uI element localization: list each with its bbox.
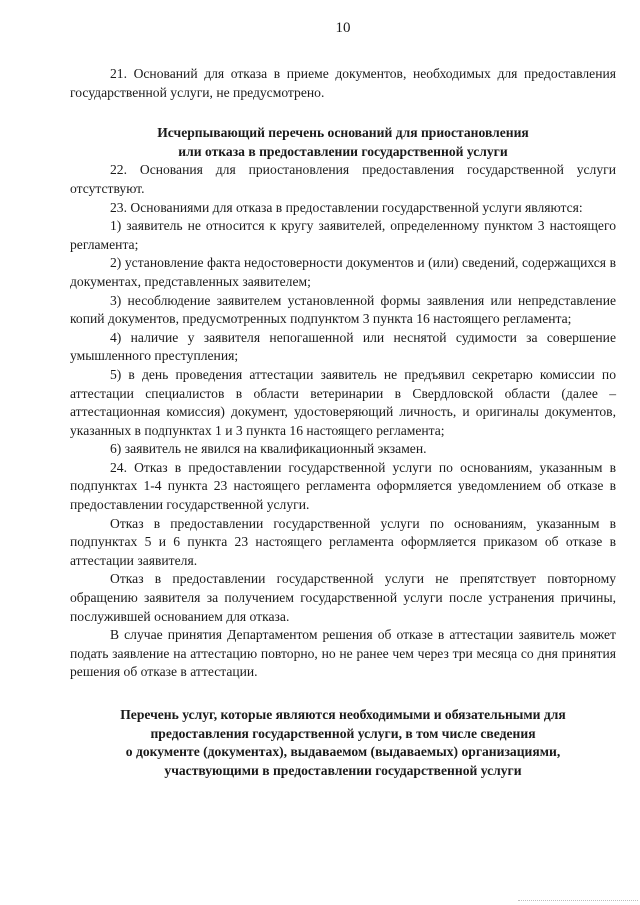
- heading-line: участвующими в предоставлении государственной услуги: [164, 762, 522, 778]
- list-item: 1) заявитель не относится к кругу заявителей, определенному пунктом 3 настоящего регламента;: [70, 218, 616, 252]
- list-item: 6) заявитель не явился на квалификационный экзамен.: [110, 441, 427, 457]
- list-item: 3) несоблюдение заявителем установленной формы заявления или непредставление копий документов, предусмотренных подпунктом 3 пункта 16 настоящего регламента;: [70, 292, 616, 327]
- list-item: 4) наличие у заявителя непогашенной или неснятой судимости за совершение умышленного преступления;: [70, 329, 616, 364]
- heading-line: предоставления государственной услуги, в том числе сведения: [150, 725, 536, 741]
- paragraph-22: 22. Основания для приостановления предоставления государственной услуги отсутствуют.: [70, 162, 616, 196]
- paragraph-24-repeat-attestation: В случае принятия Департаментом решения об отказе в аттестации заявитель может подать заявление на аттестацию повторно, но не ранее чем через три месяца со дня принятия решения об отказе в аттестации.: [70, 627, 616, 680]
- heading-line: или отказа в предоставлении государственной услуги: [178, 143, 508, 159]
- paragraph-24: 24. Отказ в предоставлении государственной услуги по основаниям, указанным в подпунктах 1-4 пункта 23 настоящего регламента оформляется уведомлением об отказе в предоставлении государственной услуги.: [70, 459, 616, 513]
- heading-line: Перечень услуг, которые являются необходимыми и обязательными для: [120, 707, 566, 722]
- heading-line: Исчерпывающий перечень оснований для приостановления: [157, 125, 529, 141]
- paragraph-23: 23. Основаниями для отказа в предоставлении государственной услуги являются:: [110, 199, 583, 215]
- list-item: 2) установление факта недостоверности документов и (или) сведений, содержащихся в документах, представленных заявителем;: [70, 255, 616, 289]
- heading-line: о документе (документах), выдаваемом (выдаваемых) организациями,: [125, 744, 561, 760]
- paragraph-24-order: Отказ в предоставлении государственной услуги по основаниям, указанным в подпунктах 5 и 6 пункта 23 настоящего регламента оформляется приказом об отказе в аттестации заявителя.: [70, 515, 616, 568]
- paragraph-21: 21. Оснований для отказа в приеме документов, необходимых для предоставления государственной услуги, не предусмотрено.: [70, 66, 616, 100]
- section-heading-services: [70, 706, 616, 780]
- scan-edge-artifact: [518, 899, 638, 901]
- page-number: 10: [335, 20, 351, 36]
- list-item: 5) в день проведения аттестации заявитель не предъявил секретарю комиссии по аттестации специалистов в области ветеринарии в Свердловской области (далее – аттестационная комиссия) документ, удостоверяющий личность, и оригиналы документов, указанных в подпунктах 1 и 3 пункта 16 настоящего регламента;: [70, 366, 616, 438]
- section-heading-grounds: [70, 124, 616, 161]
- paragraph-24-reapply: Отказ в предоставлении государственной услуги не препятствует повторному обращению заявителя за получением государственной услуги после устранения причины, послужившей основанием для отказа.: [70, 571, 616, 624]
